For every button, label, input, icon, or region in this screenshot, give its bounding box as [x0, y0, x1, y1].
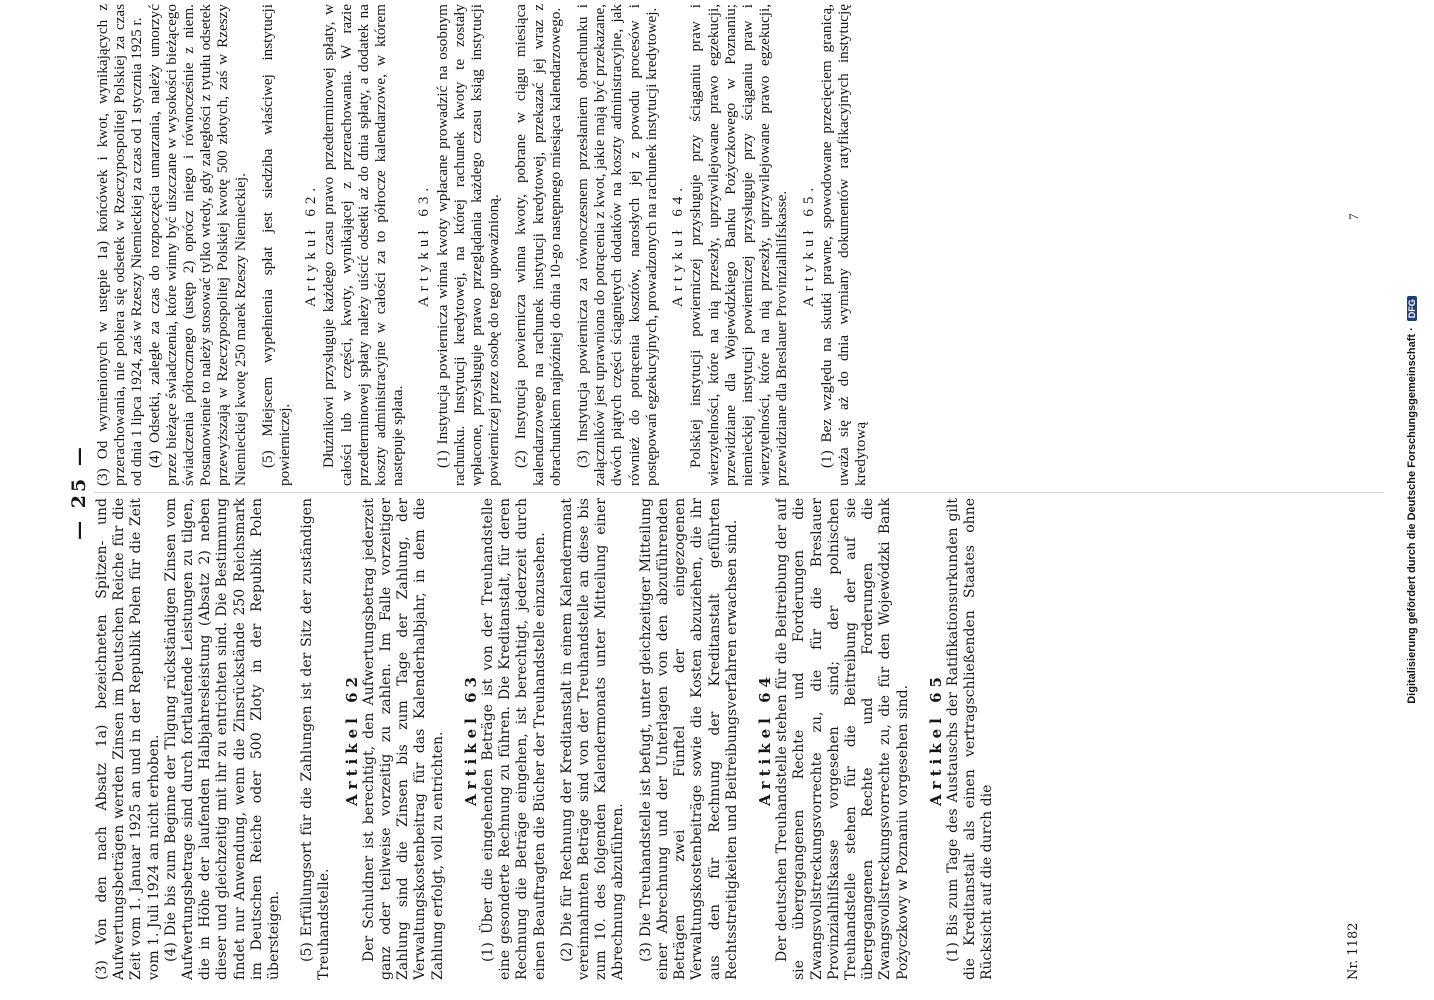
- digitization-credit-text: Digitalisierung gefördert durch die Deutsche Forschungsgemeinschaft ·: [1406, 327, 1418, 704]
- polish-column: [94, 4, 1394, 486]
- spacer: [564, 4, 574, 486]
- german-column: [94, 498, 1394, 980]
- polish-article-63-heading: Artykuł 63.: [416, 182, 433, 308]
- polish-article-64-text: Polskiej instytucji powierniczej przysługuje przy ściąganiu praw i wierzytelności, które na nią przeszły, uprzywilejowane prawo egzekucji, przewidziane dla Wojewódzkiego Banku Pożyczkowego w Poznaniu; niemieckiej instytucji powierniczej przysługuje przy ściąganiu praw i wierzytelności, które na nią przeszły, uprzywilejowane prawo egzekucji, przewidziane dla Breslauer Provinzialhilfskasse.: [687, 4, 791, 486]
- polish-article-65-paragraph-1: (1) Bez względu na skutki prawne, spowodowane przecięciem granicą, uważa się aż do dnia wymiany dokumentów ratyfikacyjnych instytucję kredytową: [817, 4, 870, 486]
- polish-paragraph-5: (5) Miejscem wypełnienia spłat jest siedziba właściwej instytucji powierniczej.: [258, 4, 294, 486]
- polish-article-62-heading: Artykuł 62.: [303, 182, 320, 308]
- signature-number: 7: [1346, 213, 1361, 220]
- german-paragraph-4: (4) Die bis zum Beginne der Tilgung rückständigen Zinsen vom Aufwertungsbetrage sind durch fortlaufende Leistungen zu tilgen, die in Höhe der laufenden Halbjahresleistung (Absatz 2) neben dieser und gleichzeitig mit ihr zu entrichten sind. Die Bestimmung findet nur Anwendung, wenn die Zinsrückstände 250 Reichsmark im Deutschen Reiche oder 500 Zloty in der Republik Polen übersteigen.: [162, 498, 283, 980]
- polish-paragraph-3: (3) Od wymienionych w ustępie 1a) końcówek i kwot, wynikających z przerachowania, nie pobiera się odsetek w Rzeczypospolitej Polskiej za czas od dnia 1 lipca 1924, zaś w Rzeszy Niemieckiej za czas od 1 stycznia 1925 r.: [94, 4, 146, 486]
- polish-article-63-paragraph-1: (1) Instytucja powiernicza winna kwoty wpłacane prowadzić na osobnym rachunku. Instytucji kredytowej, na której rachunek kwoty te zostały wpłacone, przysługuje prawo przeglądania każdego czasu ksiąg instytucji powierniczej przez osobę do tego upoważnioną.: [433, 4, 503, 486]
- spacer: [406, 4, 416, 486]
- german-article-63-paragraph-2: (2) Die für Rechnung der Kreditanstalt in einem Kalendermonat vereinnahmten Beträge sind von der Treuhandstelle an diese bis zum 10. des folgenden Kalendermonats unter Mitteilung einer Abrechnung abzuführen.: [558, 498, 627, 980]
- polish-article-64-heading: Artykuł 64.: [670, 182, 687, 308]
- spacer: [912, 498, 928, 980]
- column-separator: [94, 492, 1384, 493]
- polish-article-62-text: Dłużnikowi przysługuje każdego czasu prawo przedterminowej spłaty, w całości lub w części, kwoty, wynikającej z przerachowania. W razie przedterminowej spłaty należy uiścić odsetki aż do dnia spłaty, a dodatek na koszty administracyjne w całości za to półrocze kalendarzowe, w którem nastepuje spłata.: [320, 4, 407, 486]
- spacer: [549, 498, 559, 980]
- german-article-62-heading: Artikel 62: [342, 672, 361, 806]
- rotated-page-content: [60, 4, 1400, 980]
- polish-article-63-paragraph-2: (2) Instytucja powiernicza winna kwoty, pobrane w ciągu miesiąca kalendarzowego na rachunek instytucji kredytowej, przekazać jej wraz z obrachunkiem najpóźniej do dnia 10-go następnego miesiąca kalendarzowego.: [512, 4, 564, 486]
- german-article-62-text: Der Schuldner ist berechtigt, den Aufwertungsbetrag jederzeit ganz oder teilweise vorzeitig zu zahlen. Im Falle vorzeitiger Zahlung sind die Zinsen bis zum Tage der Zahlung, der Verwaltungskostenbeitrag für das Kalenderhalbjahr, in dem die Zahlung erfolgt, voll zu entrichten.: [360, 498, 446, 980]
- spacer: [502, 4, 512, 486]
- german-article-64-text: Der deutschen Treuhandstelle stehen für die Beitreibung der auf sie übergegangenen Rechte und Forderungen die Zwangsvollstreckungsvorrechte zu, die für die Breslauer Provinzialhilfskasse vorgesehen sind; der polnischen Treuhandstelle stehen für die Beitreibung der auf sie übergegangenen Rechte und Forderungen die Zwangsvollstreckungsvorrechte zu, die für den Wojewódzki Bank Pożyczkowy w Poznaniu vorgesehen sind.: [774, 498, 911, 980]
- german-article-63-paragraph-3: (3) Die Treuhandstelle ist befugt, unter gleichzeitiger Mitteilung einer Abrechnung und der Unterlagen von den abzuführenden Beträgen zwei Fünftel der eingezogenen Verwaltungskostenbeiträge sowie die Kosten abzuziehen, die ihr aus den für Rechnung der Kreditanstalt geführten Rechtsstreitigkeiten und Beitreibungsverfahren erwachsen sind.: [637, 498, 740, 980]
- spacer: [293, 4, 303, 486]
- dfg-logo-icon: DFG: [1407, 296, 1417, 321]
- spacer: [628, 498, 638, 980]
- spacer: [741, 498, 757, 980]
- spacer: [249, 4, 259, 486]
- page-number: — 25 —: [68, 444, 90, 540]
- print-number: Nr. 1182: [1346, 922, 1361, 980]
- german-article-65-heading: Artikel 65: [926, 672, 945, 806]
- digitization-credit: [1406, 0, 1422, 1000]
- spacer: [447, 498, 463, 980]
- spacer: [791, 4, 801, 486]
- polish-article-63-paragraph-3: (3) Instytucja powiernicza za równoczesnem przesłaniem obrachunku i załączników jest uprawniona do potrącenia z kwot, jakie mają być przekazane, dwóch piątych części ściągniętych dodatków na koszty administracyjne, jak również do potrącenia kosztów, narosłych jej z powodu procesów i postępowań egzekucyjnych, prowadzonych na rachunek instytucji kredytowej.: [574, 4, 660, 486]
- polish-paragraph-4: (4) Odsetki, zaległe za czas do rozpoczęcia umarzania, należy umorzyć przez bieżące świadczenia, które winny być uiszczane w wysokości bieżącego świadczenia półrocznego (ustęp 2) oprócz niego i równocześnie z niem. Postanowienie to należy stosować tylko wtedy, gdy zaległości z tytułu odsetek przewyższają w Rzeczypospolitej Polskiej kwotę 500 złotych, zaś w Rzeszy Niemieckiej kwotę 250 marek Rzeszy Niemieckiej.: [145, 4, 249, 486]
- polish-article-65-heading: Artykuł 65.: [800, 182, 817, 308]
- spacer: [283, 498, 299, 980]
- german-paragraph-5: (5) Erfüllungsort für die Zahlungen ist der Sitz der zuständigen Treuhandstelle.: [299, 498, 333, 980]
- german-paragraph-3: (3) Von den nach Absatz 1a) bezeichneten Spitzen- und Aufwertungsbeträgen werden Zinsen im Deutschen Reiche für die Zeit vom 1. Januar 1925 an und in der Republik Polen für die Zeit vom 1. Juli 1924 an nicht erhoben.: [94, 498, 162, 980]
- german-article-65-paragraph-1: (1) Bis zum Tage des Austauschs der Ratifikationsurkunden gilt die Kreditanstalt als einen vertragschließenden Staates ohne Rücksicht auf die durch die: [944, 498, 996, 980]
- german-article-63-heading: Artikel 63: [461, 672, 480, 806]
- german-article-63-paragraph-1: (1) Über die eingehenden Beträge ist von der Treuhandstelle eine gesonderte Rechnung zu führen. Die Kreditanstalt, für deren Rechnung die Beträge eingehen, ist berechtigt, jederzeit durch einen Beauftragten die Bücher der Treuhandstelle einzusehen.: [480, 498, 548, 980]
- spacer: [660, 4, 670, 486]
- german-article-64-heading: Artikel 64: [755, 672, 774, 806]
